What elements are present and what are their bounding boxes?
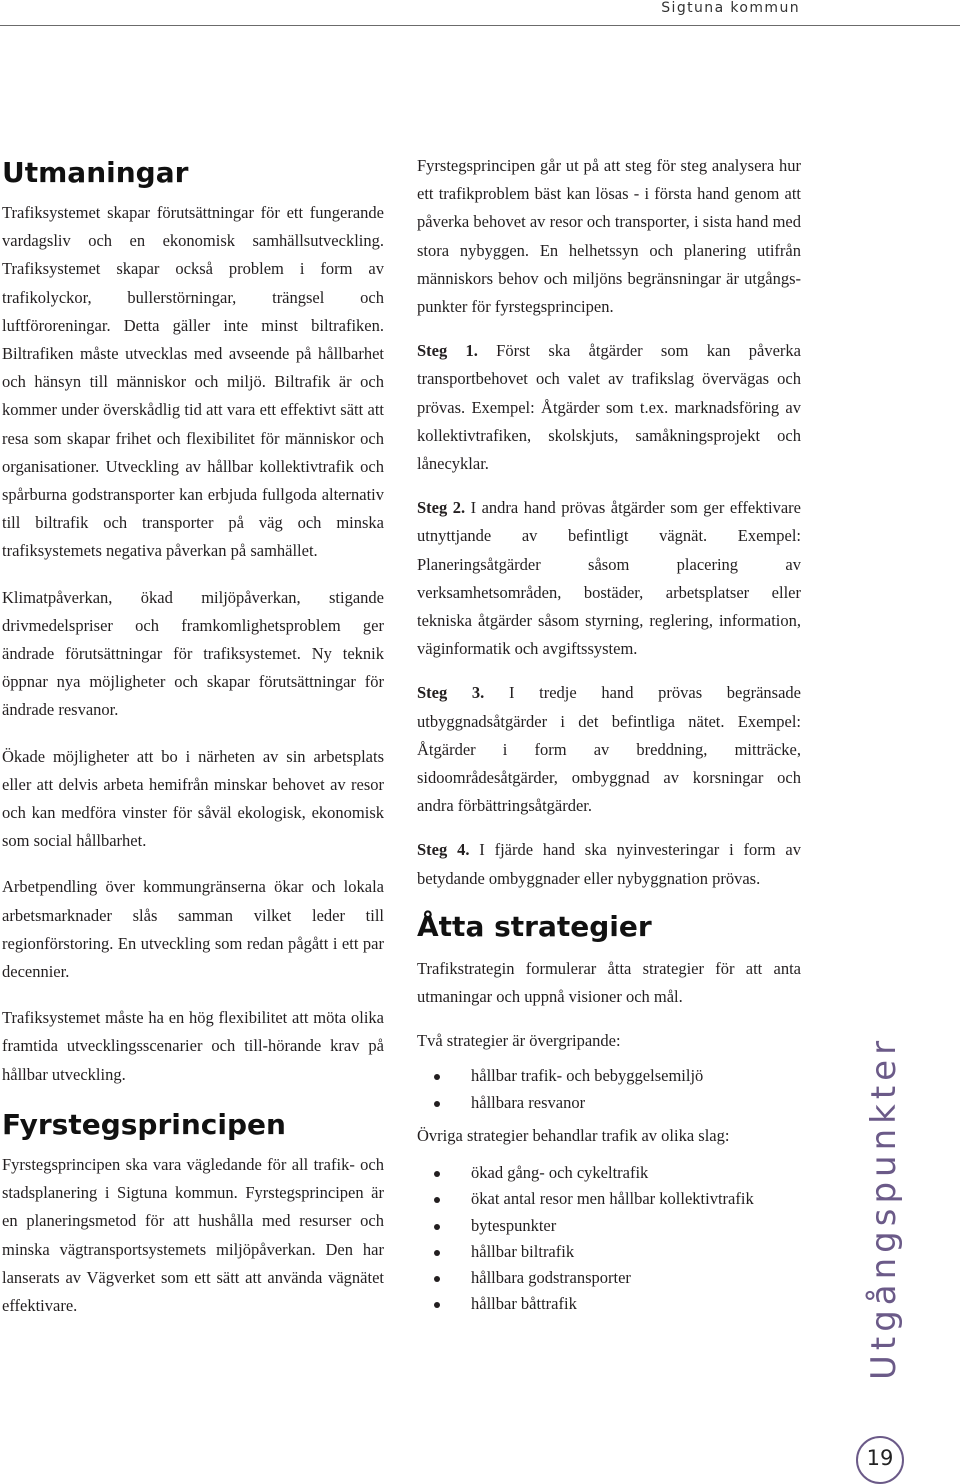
- overgripande-intro: Två strategier är övergripande:: [417, 1031, 621, 1051]
- fyrstegsprincipen-heading: Fyrstegsprincipen: [2, 1107, 286, 1141]
- list-item: hållbara godstransporter: [417, 1265, 801, 1291]
- steg-2-paragraph: [417, 494, 801, 663]
- header-rule: [0, 25, 960, 26]
- steg-4-label: Steg 4.: [417, 840, 470, 860]
- section-side-label: Utgångspunkter: [864, 1035, 904, 1380]
- list-item: ökat antal resor men hållbar kollektivtrafik: [417, 1186, 801, 1212]
- utmaningar-paragraph-5: Trafiksystemet måste ha en hög flexibilitet att möta olika framtida utvecklingsscenarier och till-hörande krav på hållbar utveckling.: [2, 1008, 384, 1084]
- steg-1-text: Först ska åtgärder som kan påverka transportbehovet och valet av trafikslag övervägas och prövas. Exempel: Åtgärder som t.ex. marknadsföring av kollektivtrafiken, skolskjuts, samåkningsprojekt och lånecyklar.: [417, 341, 801, 474]
- list-item: hållbar båttrafik: [417, 1291, 801, 1317]
- list-item: hållbar biltrafik: [417, 1239, 801, 1265]
- steg-4-paragraph: [417, 836, 801, 892]
- header-organization: Sigtuna kommun: [661, 0, 800, 16]
- utmaningar-paragraph-1: Trafiksystemet skapar förutsättningar för ett fungerande vardagsliv och en ekonomisk samhällsutveckling. Trafiksystemet skapar också problem i form av trafikolyckor, bullerstörningar, trängsel och luftföroreningar. Detta gäller inte minst biltrafiken. Biltrafiken måste utvecklas med avseende på hållbarhet och hänsyn till människor och miljö. Biltrafik är och kommer under överskådlig tid att vara ett effektivt sätt att resa som skapar frihet och flexibilitet för människor och organisationer. Utveckling av hållbar kollektivtrafik och spårburna godstransporter kan erbjuda fullgoda alternativ till biltrafik och transporter på väg och minska trafiksystemets negativa påverkan på samhället.: [2, 203, 384, 561]
- steg-2-label: Steg 2.: [417, 498, 466, 518]
- fyrstegsprincipen-paragraph: Fyrstegsprincipen ska vara vägledande för all trafik- och stadsplanering i Sigtuna kommun. Fyrstegsprincipen är en planeringsmetod för att hushålla med resurser och minska vägtransportsystemets miljöpåverkan. Den har lanserats av Vägverket som ett sätt att använda vägnätet effektivare.: [2, 1154, 384, 1315]
- list-item: hållbar trafik- och bebyggelsemiljö: [417, 1063, 801, 1089]
- left-column: [2, 152, 384, 1320]
- steg-2-text: I andra hand prövas åtgärder som ger effektivare utnyttjande av befintligt vägnät. Exempel: Planeringsåtgärder såsom placering av verksamhetsområden, bostäder, arbetsplatser eller tekniska åtgärder såsom styrning, reglering, information, väginformatik och avgiftssystem.: [417, 498, 801, 659]
- steg-4-text: I fjärde hand ska nyinvesteringar i form av betydande ombyggnader eller nybyggnation prövas.: [417, 840, 801, 888]
- steg-1-label: Steg 1.: [417, 341, 478, 361]
- right-column: [417, 152, 801, 1317]
- overgripande-list: [417, 1063, 801, 1115]
- utmaningar-heading: Utmaningar: [2, 156, 189, 189]
- utmaningar-paragraph-2: Klimatpåverkan, ökad miljöpåverkan, stigande drivmedelspriser och framkomlighetsproblem ger ändrade förutsättningar för trafiksystemet. Ny teknik öppnar nya möjligheter och skapar förutsättningar för ändrade resvanor.: [2, 587, 384, 720]
- steg-3-text: I tredje hand prövas begränsade utbyggnadsåtgärder i det befintliga nätet. Exempel: Åtgärder i form av breddning, mitträcke, sidoområdesåtgärder, ombyggnad av korsningar och andra förbättringsåtgärder.: [417, 683, 801, 816]
- atta-strategier-paragraph: Trafikstrategin formulerar åtta strategier för att anta utmaningar och uppnå visioner och mål.: [417, 958, 801, 1007]
- list-item: bytespunkter: [417, 1213, 801, 1239]
- steg-1-paragraph: [417, 337, 801, 478]
- utmaningar-paragraph-4: Arbetpendling över kommungränserna ökar och lokala arbetsmarknader slås samman vilket leder till regionförstoring. En utveckling som redan pågått i ett par decennier.: [2, 877, 384, 982]
- ovriga-list: [417, 1160, 801, 1317]
- atta-strategier-heading: Åtta strategier: [417, 909, 652, 943]
- steg-3-label: Steg 3.: [417, 683, 485, 703]
- ovriga-intro: Övriga strategier behandlar trafik av olika slag:: [417, 1125, 730, 1145]
- steg-3-paragraph: [417, 679, 801, 820]
- list-item: hållbara resvanor: [417, 1090, 801, 1116]
- utmaningar-paragraph-3: Ökade möjligheter att bo i närheten av sin arbetsplats eller att delvis arbeta hemifrån minskar behovet av resor och kan medföra vinster för såväl ekologisk, ekonomisk som social hållbarhet.: [2, 746, 384, 851]
- page-number: 19: [866, 1446, 894, 1470]
- list-item: ökad gång- och cykeltrafik: [417, 1160, 801, 1186]
- fyrsteg-description: Fyrstegsprincipen går ut på att steg för steg analysera hur ett trafikproblem bäst kan lösas - i första hand genom att påverka behovet av resor och transporter, i sista hand med stora nybyggen. En helhetssyn och planering utifrån människors behov och miljöns begränsningar är utgångs-punkter för fyrstegsprincipen.: [417, 156, 801, 317]
